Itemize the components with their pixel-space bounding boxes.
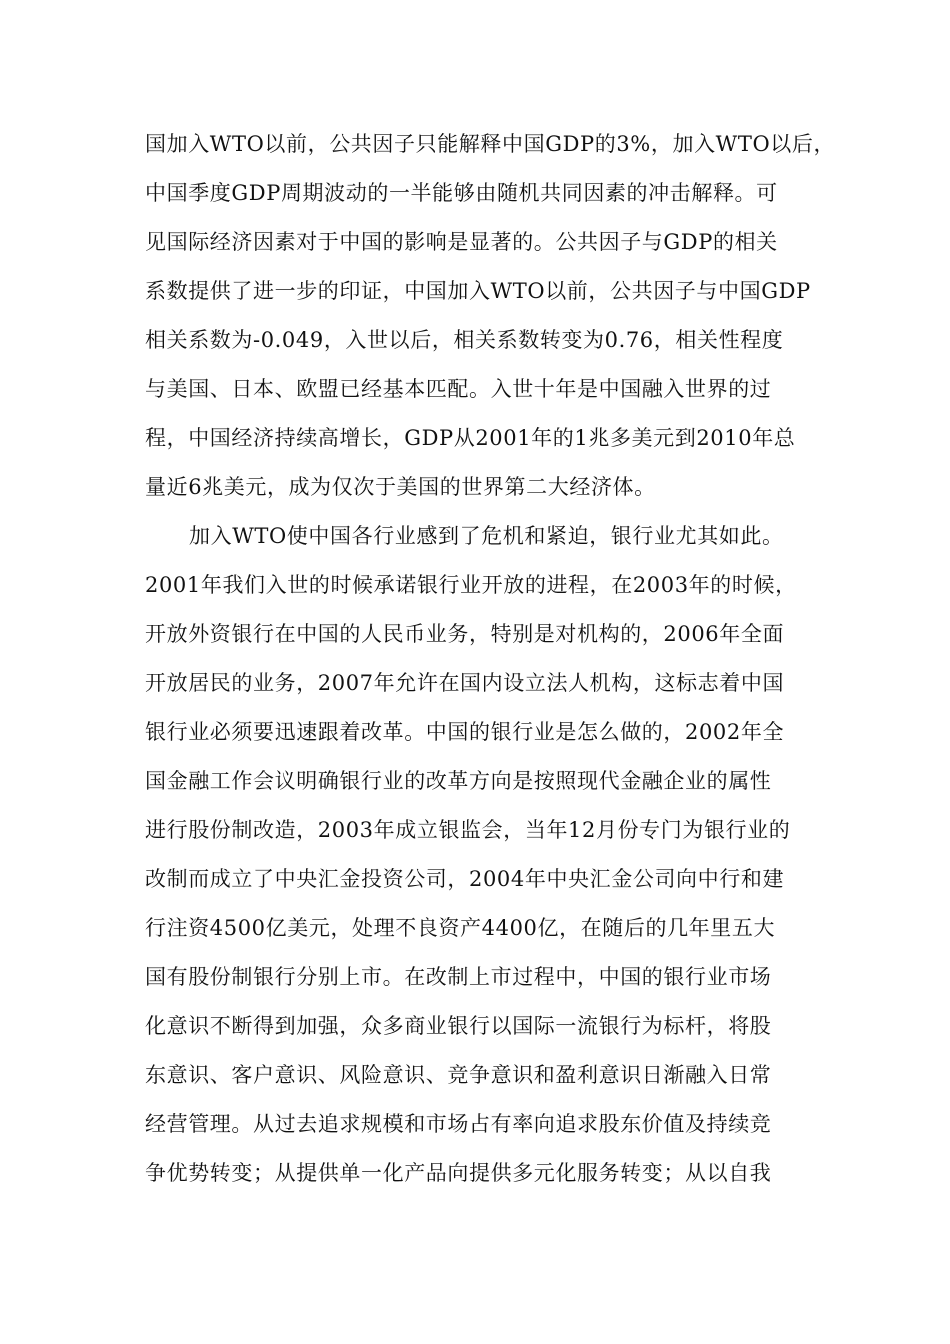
text-line: 进行股份制改造，2003年成立银监会，当年12月份专门为银行业的 [145,818,791,842]
text-line: 银行业必须要迅速跟着改革。中国的银行业是怎么做的，2002年全 [145,720,785,744]
text-line: 2001年我们入世的时候承诺银行业开放的进程，在2003年的时候， [145,573,797,597]
text-line: 行注资4500亿美元，处理不良资产4400亿，在随后的几年里五大 [145,916,776,940]
text-line: 东意识、客户意识、风险意识、竞争意识和盈利意识日渐融入日常 [145,1063,772,1087]
text-line: 开放居民的业务，2007年允许在国内设立法人机构，这标志着中国 [145,671,785,695]
text-line: 相关系数为-0.049，入世以后，相关系数转变为0.76，相关性程度 [145,328,784,352]
body-text [145,124,836,1202]
text-line: 程，中国经济持续高增长，GDP从2001年的1兆多美元到2010年总 [145,426,796,450]
text-line: 量近6兆美元，成为仅次于美国的世界第二大经济体。 [145,475,656,499]
text-line: 开放外资银行在中国的人民币业务，特别是对机构的，2006年全面 [145,622,785,646]
text-line: 中国季度GDP周期波动的一半能够由随机共同因素的冲击解释。可 [145,181,778,205]
text-line: 国金融工作会议明确银行业的改革方向是按照现代金融企业的属性 [145,769,772,793]
text-line: 争优势转变；从提供单一化产品向提供多元化服务转变；从以自我 [145,1161,772,1185]
text-line: 国有股份制银行分别上市。在改制上市过程中，中国的银行业市场 [145,965,772,989]
text-line: 系数提供了进一步的印证，中国加入WTO以前，公共因子与中国GDP [145,279,811,303]
text-line: 经营管理。从过去追求规模和市场占有率向追求股东价值及持续竞 [145,1112,772,1136]
text-line: 化意识不断得到加强，众多商业银行以国际一流银行为标杆，将股 [145,1014,772,1038]
text-line: 改制而成立了中央汇金投资公司，2004年中央汇金公司向中行和建 [145,867,785,891]
text-line: 国加入WTO以前，公共因子只能解释中国GDP的3%，加入WTO以后， [145,132,836,156]
paragraph-start-line: 加入WTO使中国各行业感到了危机和紧迫，银行业尤其如此。 [189,524,784,548]
text-line: 见国际经济因素对于中国的影响是显著的。公共因子与GDP的相关 [145,230,778,254]
text-line: 与美国、日本、欧盟已经基本匹配。入世十年是中国融入世界的过 [145,377,772,401]
